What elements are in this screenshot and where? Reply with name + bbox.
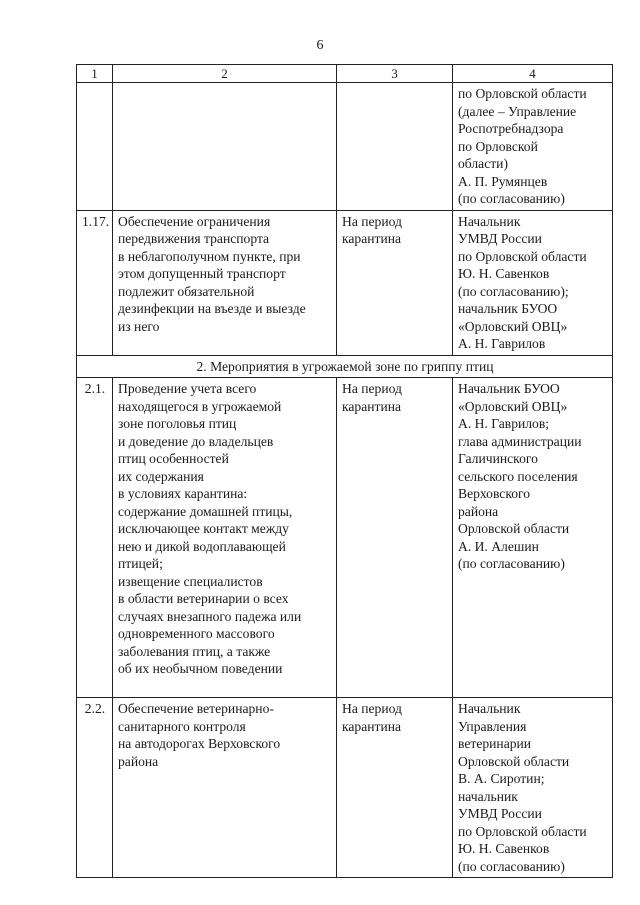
text-line: (по согласованию): [458, 858, 565, 874]
text-line: (по согласованию): [458, 556, 565, 571]
period-cell: [337, 210, 453, 355]
responsible-cell: [453, 210, 613, 355]
text-line: А. Н. Гаврилов: [458, 336, 546, 351]
text-line: Верховского: [458, 486, 531, 501]
text-line: подлежит обязательной: [118, 283, 255, 299]
text-line: по Орловской: [458, 138, 538, 154]
text-line: этом допущенный транспорт: [118, 266, 286, 281]
text-line: карантина: [342, 231, 402, 246]
measure-cell: [113, 83, 337, 211]
text-line: об их необычном поведении: [118, 661, 283, 676]
text-line: района: [458, 503, 499, 519]
table-row-continued: [77, 83, 613, 211]
header-col-1: 1: [77, 65, 113, 83]
text-line: передвижения транспорта: [118, 231, 270, 246]
text-line: На период: [342, 381, 402, 396]
text-line: Галичинского: [458, 451, 538, 466]
text-line: Ю. Н. Савенков: [458, 841, 550, 856]
table-row-2-2: [77, 698, 613, 878]
text-line: (по согласованию): [458, 191, 565, 206]
text-line: случаях внезапного падежа или: [118, 608, 302, 624]
text-line: Управления: [458, 718, 527, 734]
text-line: по Орловской области: [458, 248, 587, 264]
text-line: района: [118, 753, 159, 769]
text-line: Роспотребнадзора: [458, 121, 564, 136]
row-number: 1.17.: [77, 210, 113, 355]
section-title: 2. Мероприятия в угрожаемой зоне по гриппу птиц: [77, 355, 613, 378]
text-line: начальник: [458, 788, 518, 804]
text-line: санитарного контроля: [118, 718, 246, 734]
text-line: их содержания: [118, 468, 204, 484]
text-line: одновременного массового: [118, 626, 275, 641]
text-line: Начальник: [458, 701, 521, 716]
header-col-4: 4: [453, 65, 613, 83]
table-header-row: [77, 65, 613, 83]
row-number: 2.1.: [77, 378, 113, 698]
text-line: Орловской области: [458, 753, 570, 769]
text-line: нею и дикой водоплавающей: [118, 538, 286, 554]
measure-cell: [113, 210, 337, 355]
text-line: (далее – Управление: [458, 103, 577, 119]
responsible-cell: [453, 83, 613, 211]
text-line: в условиях карантина:: [118, 486, 248, 501]
text-line: птиц особенностей: [118, 451, 229, 466]
table-row-1-17: [77, 210, 613, 355]
text-line: карантина: [342, 398, 402, 414]
measure-cell: [113, 698, 337, 878]
responsible-cell: [453, 378, 613, 698]
num-cell: [77, 83, 113, 211]
period-cell: [337, 698, 453, 878]
period-cell: [337, 83, 453, 211]
text-line: Обеспечение ветеринарно-: [118, 701, 274, 716]
text-line: в области ветеринарии о всех: [118, 591, 289, 606]
text-line: извещение специалистов: [118, 573, 263, 589]
text-line: исключающее контакт между: [118, 521, 289, 536]
responsible-cell: [453, 698, 613, 878]
text-line: (по согласованию);: [458, 283, 569, 299]
text-line: по Орловской области: [458, 86, 587, 101]
text-line: зоне поголовья птиц: [118, 416, 237, 431]
text-line: Обеспечение ограничения: [118, 213, 271, 229]
text-line: А. П. Румянцев: [458, 173, 548, 189]
row-number: 2.2.: [77, 698, 113, 878]
text-line: находящегося в угрожаемой: [118, 398, 282, 414]
text-line: В. А. Сиротин;: [458, 771, 545, 786]
section-row: [77, 355, 613, 378]
text-line: «Орловский ОВЦ»: [458, 318, 568, 334]
text-line: УМВД России: [458, 231, 542, 246]
page-number: 6: [316, 38, 324, 53]
text-line: начальник БУОО: [458, 301, 558, 316]
text-line: дезинфекции на въезде и выезде: [118, 301, 306, 316]
text-line: заболевания птиц, а также: [118, 643, 271, 659]
header-col-2: 2: [113, 65, 337, 83]
text-line: по Орловской области: [458, 823, 587, 839]
measure-cell: [113, 378, 337, 698]
text-line: Ю. Н. Савенков: [458, 266, 550, 281]
text-line: области): [458, 156, 508, 171]
text-line: Проведение учета всего: [118, 381, 257, 396]
measures-table: [76, 64, 613, 878]
text-line: А. Н. Гаврилов;: [458, 416, 550, 431]
text-line: в неблагополучном пункте, при: [118, 248, 301, 264]
text-line: «Орловский ОВЦ»: [458, 398, 568, 414]
text-line: УМВД России: [458, 806, 542, 821]
text-line: Орловской области: [458, 521, 570, 536]
text-line: На период: [342, 213, 402, 229]
text-line: глава администрации: [458, 433, 582, 449]
text-line: Начальник: [458, 213, 521, 229]
text-line: Начальник БУОО: [458, 381, 560, 396]
text-line: А. И. Алешин: [458, 538, 539, 554]
text-line: сельского поселения: [458, 468, 578, 484]
text-line: из него: [118, 318, 160, 334]
period-cell: [337, 378, 453, 698]
table-row-2-1: [77, 378, 613, 698]
text-line: птицей;: [118, 556, 163, 571]
header-col-3: 3: [337, 65, 453, 83]
text-line: ветеринарии: [458, 736, 532, 751]
text-line: содержание домашней птицы,: [118, 503, 293, 519]
text-line: На период: [342, 701, 402, 716]
text-line: на автодорогах Верховского: [118, 736, 281, 751]
text-line: карантина: [342, 718, 402, 734]
text-line: и доведение до владельцев: [118, 433, 274, 449]
